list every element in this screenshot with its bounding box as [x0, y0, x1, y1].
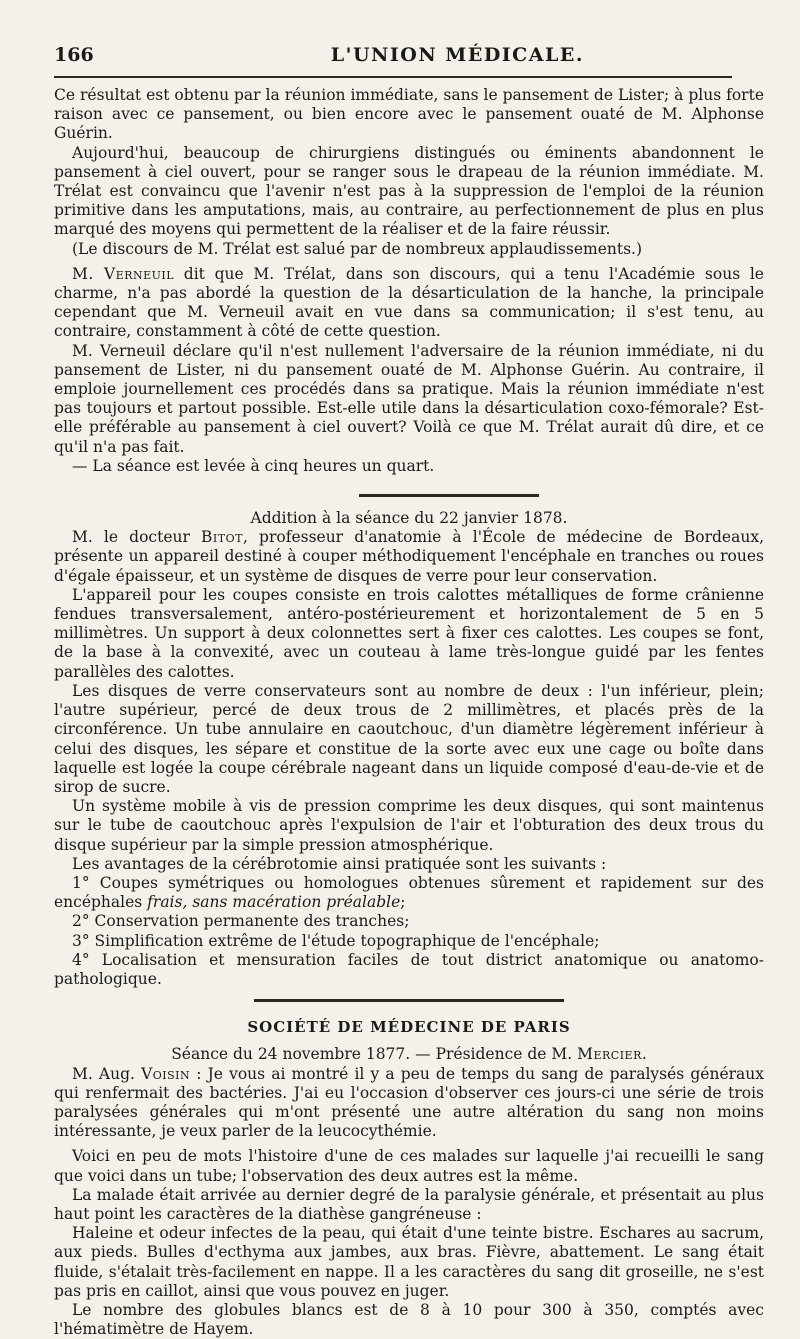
body-text [54, 86, 764, 1339]
paragraph-text: M. Aug. [72, 1064, 142, 1083]
paragraph: — La séance est levée à cinq heures un quart. [72, 456, 435, 475]
header-rule [54, 76, 732, 78]
paragraph-text: , professeur d'anatomie à l'École de médecine de Bordeaux, présente un appareil destiné à couper méthodiquement l'encéphale en tranches ou roues d'égale épaisseur, et un système de disques de verre pour leur conservation. [54, 528, 764, 585]
list-item [54, 874, 764, 912]
paragraph: (Le discours de M. Trélat est salué par de nombreux applaudissements.) [72, 239, 643, 258]
paragraph: M. Verneuil déclare qu'il n'est nullement l'adversaire de la réunion immédiate, ni du pansement de Lister, ni du pansement ouaté de M. Alphonse Guérin. Au contraire, il emploie journellement ces procédés dans sa pratique. Mais la réunion immédiate n'est pas toujours et partout possible. Est-elle utile dans la désarticulation coxo-fémorale? Est-elle préférable au pansement à ciel ouvert? Voilà ce que M. Trélat aurait dû dire, et ce qu'il n'a pas fait. [54, 341, 764, 456]
paragraph: Les avantages de la cérébrotomie ainsi pratiquée sont les suivants : [72, 854, 607, 873]
list-item: 3° Simplification extrême de l'étude topographique de l'encéphale; [72, 931, 600, 950]
page-number: 166 [54, 44, 94, 66]
speaker-name: M. Verneuil [72, 264, 175, 283]
paragraph: La malade était arrivée au dernier degré de la paralysie générale, et présentait au plus haut point les caractères de la diathèse gangréneuse : [54, 1185, 764, 1223]
paragraph: Les disques de verre conservateurs sont au nombre de deux : l'un inférieur, plein; l'autre supérieur, percé de deux trous de 2 millimètres, et placés près de la circonférence. Un tube annulaire en caoutchouc, d'un diamètre légèrement inférieur à celui des disques, les sépare et constitue de la sorte avec eux une cage ou boîte dans laquelle est logée la coupe cérébrale nageant dans un liquide composé d'eau-de-vie et de sirop de sucre. [54, 681, 764, 796]
journal-title: L'UNION MÉDICALE. [330, 44, 584, 66]
president-name: Mercier [577, 1045, 642, 1064]
section-title: SOCIÉTÉ DE MÉDECINE DE PARIS [247, 1018, 571, 1037]
list-item-text: 1° Coupes symétriques ou homologues obtenues sûrement et rapidement sur des encéphales [54, 873, 764, 912]
paragraph [54, 528, 764, 586]
list-item-italic: frais, sans macération préalable [147, 893, 401, 912]
section-divider [359, 494, 539, 497]
speaker-name: Bitot [201, 528, 243, 547]
list-item-text: ; [400, 893, 406, 912]
running-head [54, 44, 764, 66]
paragraph: Haleine et odeur infectes de la peau, qui était d'une teinte bistre. Eschares au sacrum, aux pieds. Bulles d'ecthyma aux jambes, aux bras. Fièvre, abattement. Le sang était fluide, s'étalait très-facilement en nappe. Il a les caractères du sang dit groseille, ne s'est pas pris en caillot, ainsi que vous pouvez en juger. [54, 1224, 764, 1300]
session-line [54, 1045, 764, 1064]
paragraph: L'appareil pour les coupes consiste en trois calottes métalliques de forme crânienne fendues transversalement, antéro-postérieurement et horizontalement de 5 en 5 millimètres. Un support à deux colonnettes sert à fixer ces calottes. Les coupes se font, de la base à la convexité, avec un couteau à lame très-longue guidé par les fentes parallèles des calottes. [54, 585, 764, 681]
session-text: Séance du 24 novembre 1877. — Présidence de M. [171, 1045, 578, 1064]
section-divider [254, 999, 564, 1002]
addition-heading: Addition à la séance du 22 janvier 1878. [250, 509, 568, 528]
list-item: 2° Conservation permanente des tranches; [72, 912, 410, 931]
advantages-list [54, 874, 764, 989]
paragraph-text: : Je vous ai montré il y a peu de temps du sang de paralysés généraux qui renfermait des bactéries. J'ai eu l'occasion d'observer ces jours-ci une série de trois paralysées générales qui m'ont présenté une autre altération du sang non moins intéressante, je veux parler de la leucocythémie. [54, 1064, 764, 1141]
paragraph [54, 1065, 764, 1142]
paragraph: Voici en peu de mots l'histoire d'une de ces malades sur laquelle j'ai recueilli le sang que voici dans un tube; l'observation des deux autres est la même. [54, 1147, 764, 1185]
paragraph-text: M. le docteur [72, 528, 202, 547]
paragraph: Un système mobile à vis de pression comprime les deux disques, qui sont maintenus sur le tube de caoutchouc après l'expulsion de l'air et l'obturation des deux trous du disque supérieur par la simple pression atmosphérique. [54, 797, 764, 854]
paragraph-text: dit que M. Trélat, dans son discours, qui a tenu l'Académie sous le charme, n'a pas abordé la question de la désarticulation de la hanche, la principale cependant que M. Verneuil avait en vue dans sa communication; il s'est tenu, au contraire, constamment à côté de cette question. [54, 264, 764, 341]
paragraph: Aujourd'hui, beaucoup de chirurgiens distingués ou éminents abandonnent le pansement à ciel ouvert, pour se ranger sous le drapeau de la réunion immédiate. M. Trélat est convaincu que l'avenir n'est pas à la suppression de l'emploi de la réunion primitive dans les amputations, mais, au contraire, au perfectionnement de plus en plus marqué des moyens qui permettent de la réaliser et de la faire réussir. [54, 143, 764, 239]
list-item: 4° Localisation et mensuration faciles de tout district anatomique ou anatomo-pathologique. [54, 950, 764, 988]
session-text: . [641, 1045, 647, 1064]
paragraph: Le nombre des globules blancs est de 8 à 10 pour 300 à 350, comptés avec l'hématimètre de Hayem. [54, 1300, 764, 1339]
speaker-name: Voisin [141, 1064, 191, 1083]
paragraph: Ce résultat est obtenu par la réunion immédiate, sans le pansement de Lister; à plus forte raison avec ce pansement, ou bien encore avec le pansement ouaté de M. Alphonse Guérin. [54, 86, 764, 143]
paragraph [54, 265, 764, 342]
